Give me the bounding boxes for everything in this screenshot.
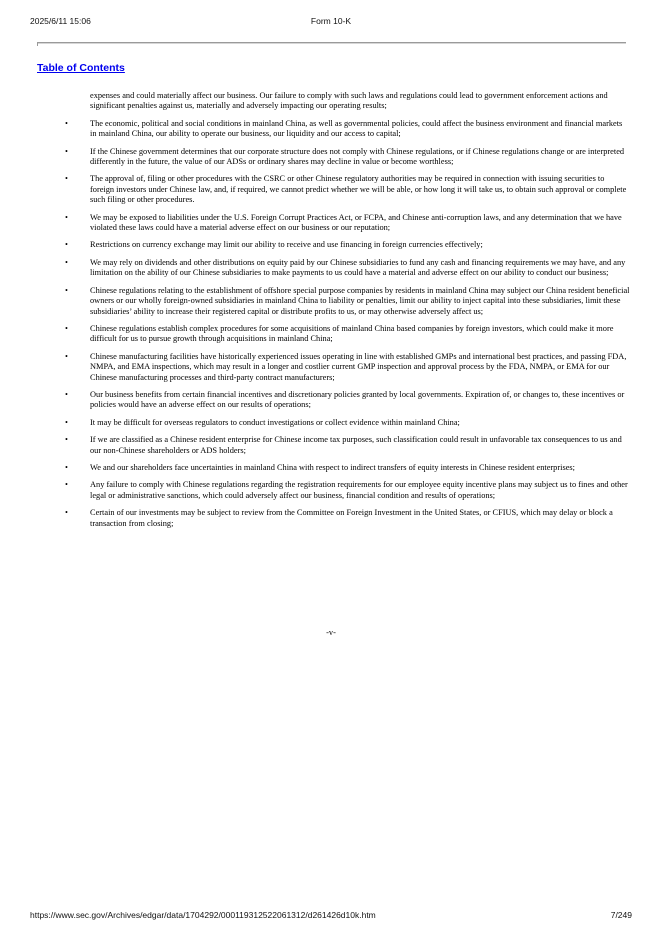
- continuation-paragraph: expenses and could materially affect our business. Our failure to comply with such laws and regulations could lead to government enforcement actions and significant penalties against us, materially and adversely impacting our operating results;: [90, 91, 608, 111]
- page-number: -v-: [326, 628, 336, 637]
- bullet-icon: •: [65, 351, 68, 361]
- bullet-icon: •: [65, 257, 68, 267]
- list-item: [65, 240, 630, 250]
- bullet-icon: •: [65, 417, 68, 427]
- list-item: [65, 417, 630, 428]
- list-item-text: Any failure to comply with Chinese regulations regarding the registration requirements for our employee equity incentive plans may subject us to fines and other legal or administrative sanctions, which could adversely affect our business, financial condition and results of operations;: [90, 480, 628, 500]
- list-item-text: Certain of our investments may be subject to review from the Committee on Foreign Investment in the United States, or CFIUS, which may delay or block a transaction from closing;: [90, 508, 613, 528]
- bullet-icon: •: [65, 508, 68, 518]
- list-item-text: If we are classified as a Chinese resident enterprise for Chinese income tax purposes, such classification could result in unfavorable tax consequences to us and our non-Chinese shareholders or ADS holders;: [90, 435, 622, 455]
- divider-tick: [37, 42, 38, 46]
- list-item-text: We and our shareholders face uncertainties in mainland China with respect to indirect transfers of equity interests in Chinese resident enterprises;: [90, 462, 575, 472]
- bullet-icon: •: [65, 462, 68, 472]
- list-item: [65, 389, 630, 411]
- list-item: [65, 257, 630, 279]
- list-item: [65, 118, 630, 140]
- list-item-text: Restrictions on currency exchange may limit our ability to receive and use financing in foreign currencies effectively;: [90, 240, 483, 250]
- print-datetime: 2025/6/11 15:06: [30, 16, 91, 26]
- list-item-text: It may be difficult for overseas regulators to conduct investigations or collect evidence within mainland China;: [90, 417, 460, 427]
- list-item-text: Chinese regulations relating to the establishment of offshore special purpose companies by residents in mainland China may subject our China resident beneficial owners or our wholly foreign-owned subsidiaries in mainland China to liability or penalties, limit our ability to inject capital into these subsidiaries, limit these subsidiaries’ ability to increase their registered capital or distribute profits to us, or may otherwise adversely affect us;: [90, 285, 630, 316]
- bullet-icon: •: [65, 240, 68, 250]
- list-item-text: The approval of, filing or other procedures with the CSRC or other Chinese regulatory authorities may be required in connection with issuing securities to foreign investors under Chinese law, and, if required, we cannot predict whether we will be able, or how long it will take us, to obtain such approval or complete such filing or other procedures.: [90, 174, 627, 205]
- print-page-count: 7/249: [610, 910, 632, 920]
- list-item: [65, 480, 630, 501]
- list-item-text: If the Chinese government determines that our corporate structure does not comply with Chinese regulations, or if Chinese regulations change or are interpreted differently in the future, the value of our ADSs or ordinary shares may decline in value or become worthless;: [90, 146, 625, 167]
- bullet-icon: •: [65, 285, 68, 295]
- list-item: [65, 212, 630, 234]
- list-item-text: The economic, political and social conditions in mainland China, as well as governmental policies, could affect the business environment and financial markets in mainland China, our ability to operate our business, our liquidity and our access to capital;: [90, 118, 623, 139]
- list-item: [65, 323, 630, 345]
- list-item: [65, 285, 630, 317]
- list-item-text: Chinese manufacturing facilities have historically experienced issues operating in line with established GMPs and international best practices, and passing FDA, NMPA, and EMA inspections, which may result in a longer and costlier current GMP inspection and approval process by the FDA, NMPA, or EMA for our Chinese manufacturing processes and third-party contract manufacturers;: [90, 351, 627, 382]
- bullet-icon: •: [65, 212, 68, 222]
- print-document-title: Form 10-K: [310, 16, 352, 26]
- bullet-icon: •: [65, 146, 68, 156]
- bullet-icon: •: [65, 118, 68, 128]
- list-item-text: Our business benefits from certain financial incentives and discretionary policies granted by local governments. Expiration of, or changes to, these incentives or policies would have an adverse effect on our results of operations;: [90, 389, 625, 410]
- bullet-icon: •: [65, 435, 68, 445]
- print-header: [30, 16, 632, 28]
- list-item: [65, 174, 630, 205]
- print-footer: [30, 910, 632, 922]
- risk-factor-summary-list: [65, 118, 630, 529]
- list-item-text: Chinese regulations establish complex procedures for some acquisitions of mainland China based companies by foreign investors, which could make it more difficult for us to pursue growth through acquisitions in mainland China;: [90, 323, 614, 344]
- print-url: https://www.sec.gov/Archives/edgar/data/1704292/000119312522061312/d261426d10k.htm: [30, 910, 376, 920]
- bullet-icon: •: [65, 174, 68, 184]
- bullet-icon: •: [65, 323, 68, 333]
- list-item: [65, 462, 630, 473]
- list-item: [65, 435, 630, 456]
- list-item-text: We may rely on dividends and other distributions on equity paid by our Chinese subsidiaries to fund any cash and financing requirements we may have, and any limitation on the ability of our Chinese subsidiaries to make payments to us could have a material and adverse effect on our ability to conduct our business;: [90, 257, 626, 278]
- bullet-icon: •: [65, 389, 68, 399]
- bullet-icon: •: [65, 480, 68, 490]
- list-item: [65, 351, 630, 383]
- list-item-text: We may be exposed to liabilities under the U.S. Foreign Corrupt Practices Act, or FCPA, and Chinese anti-corruption laws, and any determination that we have violated these laws could have a material adverse effect on our business or our reputation;: [90, 212, 622, 233]
- document-body: [65, 91, 630, 536]
- horizontal-divider: [37, 42, 626, 44]
- list-item: [65, 508, 630, 529]
- table-of-contents-link[interactable]: Table of Contents: [37, 62, 125, 74]
- list-item: [65, 146, 630, 168]
